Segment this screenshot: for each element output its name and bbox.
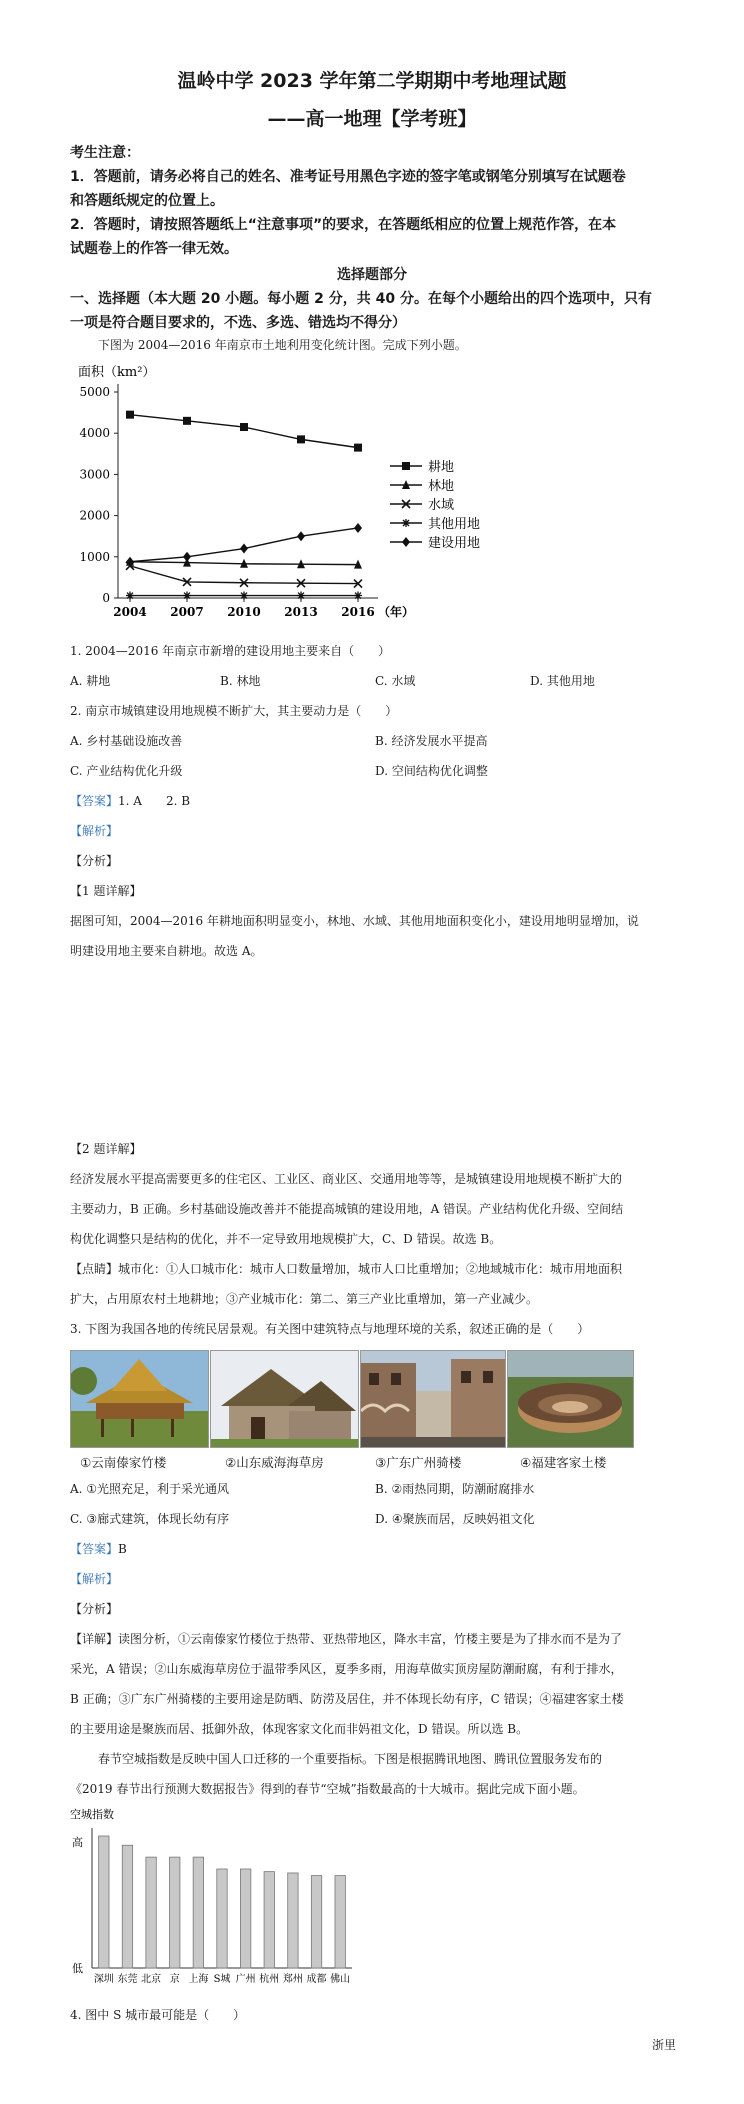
photo-dai-bamboo-house xyxy=(70,1350,209,1448)
caption-1: ①云南傣家竹楼 xyxy=(80,1455,167,1470)
legend-label-2: 水域 xyxy=(428,498,455,513)
q4-stem: 4. 图中 S 城市最可能是（ ） xyxy=(70,2008,246,2022)
series-0-point-4 xyxy=(354,444,362,452)
legend-label-0: 耕地 xyxy=(428,460,455,475)
series-3-point-3 xyxy=(297,592,305,600)
bar-label-6: 广州 xyxy=(235,1974,256,1985)
q2-option-a: A. 乡村基础设施改善 xyxy=(70,734,183,748)
detail1-line2: 明建设用地主要来自耕地。故选 A。 xyxy=(70,944,263,958)
series-3-point-1 xyxy=(183,592,191,600)
q4-intro-line1: 春节空城指数是反映中国人口迁移的一个重要指标。下图是根据腾讯地图、腾讯位置服务发布的 xyxy=(98,1752,603,1766)
notice-item2-line1: 2．答题时，请按照答题纸上“注意事项”的要求，在答题纸相应的位置上规范作答，在本 xyxy=(70,217,617,233)
q3-option-c: C. ③廊式建筑，体现长幼有序 xyxy=(70,1512,230,1526)
x-tick-label-3: 2013 xyxy=(284,605,318,619)
legend-label-3: 其他用地 xyxy=(428,517,481,532)
dianjing-line2: 扩大，占用原农村土地耕地；③产业城市化：第二、第三产业比重增加，第一产业减少。 xyxy=(70,1292,539,1306)
x-tick-label-0: 2004 xyxy=(113,605,147,619)
bar-8 xyxy=(288,1873,298,1968)
detail3-line1: 【详解】读图分析，①云南傣家竹楼位于热带、亚热带地区，降水丰富，竹楼主要是为了排水而不是为了 xyxy=(70,1632,623,1646)
series-0-point-3 xyxy=(297,435,305,443)
bar-10 xyxy=(335,1876,345,1968)
part-title: 选择题部分 xyxy=(337,267,407,283)
series-0-point-1 xyxy=(183,417,191,425)
bar-label-9: 成都 xyxy=(306,1974,327,1985)
q3-stem: 3. 下图为我国各地的传统民居景观。有关图中建筑特点与地理环境的关系，叙述正确的是（ ） xyxy=(70,1322,590,1336)
photo-hakka-tulou xyxy=(507,1350,634,1448)
bar-label-1: 东莞 xyxy=(117,1974,138,1985)
x-tick-label-1: 2007 xyxy=(170,605,204,619)
fenxi-heading: 【分析】 xyxy=(70,854,119,868)
answer-value: 1. A 2. B xyxy=(118,794,191,808)
q2-option-b: B. 经济发展水平提高 xyxy=(375,734,488,748)
y-tick-label-3: 3000 xyxy=(79,467,110,482)
series-4-point-2 xyxy=(240,544,248,554)
x-axis-unit: （年） xyxy=(378,605,415,619)
series-4-point-4 xyxy=(354,523,362,533)
y-tick-label-1: 1000 xyxy=(79,549,110,564)
answer-q3 xyxy=(70,1540,127,1557)
bar-label-2: 北京 xyxy=(141,1974,162,1985)
series-0 xyxy=(126,411,362,452)
detail2-line3: 构优化调整只是结构的优化，并不一定导致用地规模扩大，C、D 错误。故选 B。 xyxy=(70,1232,502,1246)
x-tick-label-2: 2010 xyxy=(227,605,261,619)
bar-9 xyxy=(311,1876,321,1968)
q2-option-d: D. 空间结构优化调整 xyxy=(375,764,488,778)
bar-5 xyxy=(217,1869,227,1968)
footer-mark: 浙里 xyxy=(652,2038,677,2052)
empty-city-index-bar-chart xyxy=(68,1806,358,1991)
legend-label-4: 建设用地 xyxy=(428,536,481,551)
photo-seaweed-house xyxy=(210,1350,359,1448)
answer-q1-q2 xyxy=(70,792,190,809)
q3-option-b: B. ②雨热同期，防潮耐腐排水 xyxy=(375,1482,535,1496)
y-axis-title: 面积（km²） xyxy=(78,365,156,380)
bar-6 xyxy=(240,1869,250,1968)
q3-option-d: D. ④聚族而居，反映妈祖文化 xyxy=(375,1512,535,1526)
notice-item1-line1: 1．答题前，请务必将自己的姓名、准考证号用黑色字迹的签字笔或钢笔分别填写在试题卷 xyxy=(70,169,626,185)
q1-option-a: A. 耕地 xyxy=(70,674,111,688)
legend-marker-3 xyxy=(402,519,410,527)
answer-q3-label: 【答案】 xyxy=(70,1542,119,1556)
detail1-line1: 据图可知，2004—2016 年耕地面积明显变小，林地、水域、其他用地面积变化小，建设用地明显增加，说 xyxy=(70,914,639,928)
q1-option-d: D. 其他用地 xyxy=(530,674,595,688)
series-line-2 xyxy=(130,566,358,584)
detail1-label: 【1 题详解】 xyxy=(70,884,142,898)
q1-option-c: C. 水域 xyxy=(375,674,416,688)
section-instruction-line2: 一项是符合题目要求的，不选、多选、错选均不得分） xyxy=(70,315,406,331)
photo-guangzhou-arcade xyxy=(360,1350,506,1448)
legend-marker-4 xyxy=(402,537,410,547)
q2-stem: 2. 南京市城镇建设用地规模不断扩大，其主要动力是（ ） xyxy=(70,704,398,718)
bar-y-axis-title: 空城指数 xyxy=(70,1808,114,1821)
x-tick-label-4: 2016 xyxy=(341,605,375,619)
q1-stem: 1. 2004—2016 年南京市新增的建设用地主要来自（ ） xyxy=(70,644,391,658)
answer-q3-value: B xyxy=(118,1542,127,1556)
notice-heading: 考生注意： xyxy=(70,145,140,161)
legend-marker-0 xyxy=(402,462,410,470)
fenxi-heading-q3: 【分析】 xyxy=(70,1602,119,1616)
bar-0 xyxy=(99,1836,109,1968)
bar-label-0: 深圳 xyxy=(93,1974,114,1985)
series-3-point-4 xyxy=(354,592,362,600)
detail2-line1: 经济发展水平提高需要更多的住宅区、工业区、商业区、交通用地等等，是城镇建设用地规模不断扩大的 xyxy=(70,1172,623,1186)
bar-label-5: S城 xyxy=(213,1974,231,1985)
analysis-heading-q3: 【解析】 xyxy=(70,1572,119,1586)
y-tick-label-5: 5000 xyxy=(79,385,110,399)
series-3-point-2 xyxy=(240,592,248,600)
section-instruction-line1: 一、选择题（本大题 20 小题。每小题 2 分，共 40 分。在每个小题给出的四个选项中，只有 xyxy=(70,291,652,307)
caption-3: ③广东广州骑楼 xyxy=(375,1455,462,1470)
bar-2 xyxy=(146,1857,156,1968)
bar-y-bottom-label: 低 xyxy=(72,1962,83,1975)
series-4-point-1 xyxy=(183,552,191,562)
detail3-line2: 采光，A 错误；②山东威海草房位于温带季风区，夏季多雨，用海草做实顶房屋防潮耐腐，有利于排水， xyxy=(70,1662,623,1676)
series-3-point-0 xyxy=(126,592,134,600)
detail2-label: 【2 题详解】 xyxy=(70,1142,142,1156)
detail2-line2: 主要动力，B 正确。乡村基础设施改善并不能提高城镇的建设用地，A 错误。产业结构优化升级、空间结 xyxy=(70,1202,624,1216)
bar-1 xyxy=(122,1845,132,1968)
q2-option-c: C. 产业结构优化升级 xyxy=(70,764,183,778)
analysis-heading: 【解析】 xyxy=(70,824,119,838)
bar-label-10: 佛山 xyxy=(330,1974,351,1985)
series-0-point-0 xyxy=(126,411,134,419)
q1-intro: 下图为 2004—2016 年南京市土地利用变化统计图。完成下列小题。 xyxy=(98,338,467,352)
bar-y-top-label: 高 xyxy=(72,1836,83,1849)
q1-option-b: B. 林地 xyxy=(220,674,261,688)
caption-4: ④福建客家土楼 xyxy=(520,1455,607,1470)
exam-subtitle: ——高一地理【学考班】 xyxy=(267,108,477,130)
answer-label: 【答案】 xyxy=(70,794,119,808)
exam-title: 温岭中学 2023 学年第二学期期中考地理试题 xyxy=(177,70,567,92)
bar-4 xyxy=(193,1857,203,1968)
y-tick-label-4: 4000 xyxy=(79,426,110,441)
land-use-line-chart xyxy=(70,362,530,626)
bar-label-4: 上海 xyxy=(188,1974,209,1985)
q3-option-a: A. ①光照充足，利于采光通风 xyxy=(70,1482,230,1496)
legend-label-1: 林地 xyxy=(428,479,455,494)
q4-intro-line2: 《2019 春节出行预测大数据报告》得到的春节“空城”指数最高的十大城市。据此完成下面小题。 xyxy=(70,1782,585,1796)
dianjing-line1: 【点睛】城市化：①人口城市化：城市人口数量增加，城市人口比重增加；②地域城市化：城市用地面积 xyxy=(70,1262,623,1276)
series-4-point-3 xyxy=(297,531,305,541)
y-tick-label-2: 2000 xyxy=(79,508,110,523)
caption-2: ②山东威海海草房 xyxy=(225,1455,324,1470)
bar-7 xyxy=(264,1872,274,1968)
notice-item2-line2: 试题卷上的作答一律无效。 xyxy=(70,241,238,257)
y-tick-label-0: 0 xyxy=(102,591,110,605)
bar-3 xyxy=(170,1857,180,1968)
bar-label-7: 杭州 xyxy=(259,1974,280,1985)
detail3-line4: 的主要用途是聚族而居、抵御外敌，体现客家文化而非妈祖文化，D 错误。所以选 B。 xyxy=(70,1722,529,1736)
detail3-line3: B 正确；③广东广州骑楼的主要用途是防晒、防涝及居住，并不体现长幼有序，C 错误；④福建客家土楼 xyxy=(70,1692,624,1706)
series-0-point-2 xyxy=(240,423,248,431)
bar-label-8: 郑州 xyxy=(282,1974,303,1985)
notice-item1-line2: 和答题纸规定的位置上。 xyxy=(70,193,224,209)
series-line-0 xyxy=(130,415,358,448)
bar-label-3: 京 xyxy=(169,1974,180,1985)
